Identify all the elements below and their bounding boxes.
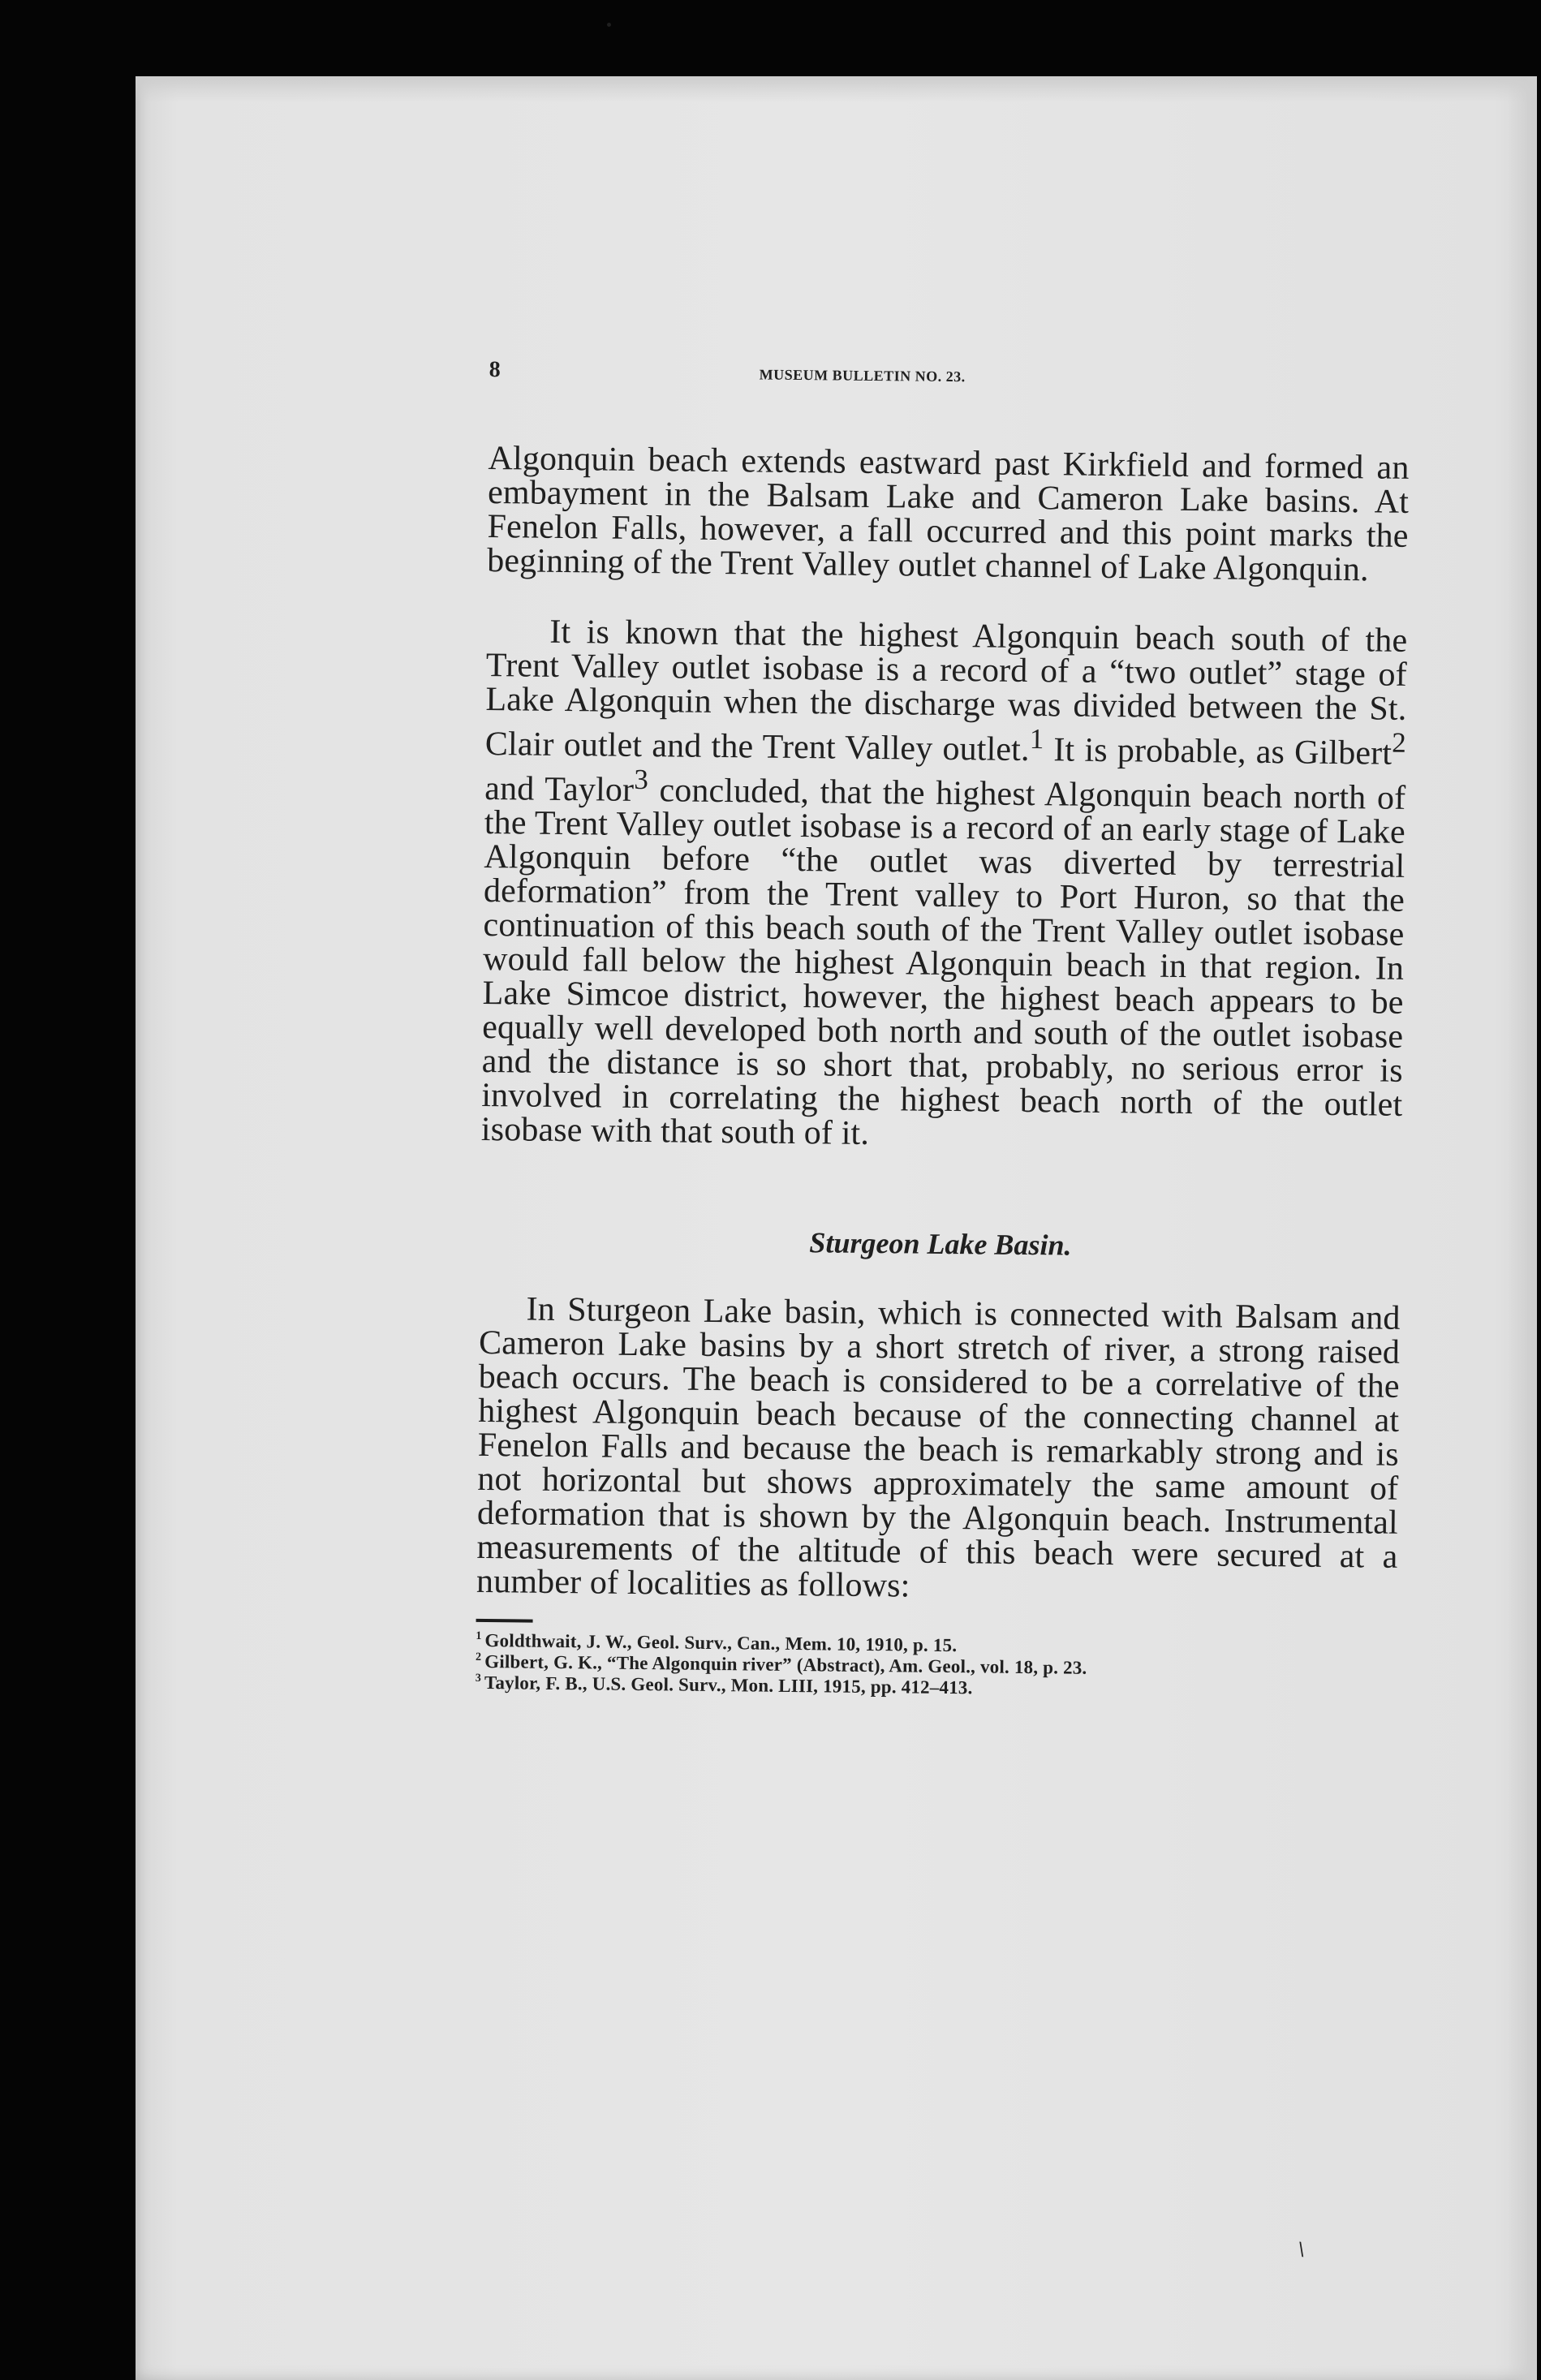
paragraph-text-segment: It is probable, as Gilbert: [1044, 731, 1392, 773]
scan-dust-dot: [607, 23, 611, 27]
algonquin-beach-paragraph: [481, 614, 1408, 1156]
footnote-reference-1: 1: [1029, 722, 1044, 755]
footnote-text: Taylor, F. B., U.S. Geol. Surv., Mon. LIII, 1915, pp. 412–413.: [484, 1672, 973, 1698]
document-page-content: [476, 347, 1410, 1703]
footnote-marker: 2: [476, 1651, 482, 1664]
opening-paragraph: Algonquin beach extends eastward past Kirkfield and formed an embayment in the Balsam Lake and Cameron Lake basins. At Fenelon Falls, however, a fall occurred and this point marks the beginning of the Trent Valley outlet channel of Lake Algonquin.: [487, 439, 1410, 589]
paragraph-text-segment: and Taylor: [484, 769, 635, 809]
paragraph-text-segment: It is known that the highest Algonquin beach south of the Trent Valley outlet isobase is a record of a “two outlet” stage of Lake Algonquin when the discharge was divided between the St. Clair outlet and the Trent Valley outlet.: [484, 613, 1408, 768]
footnotes: [476, 1630, 1397, 1703]
footnote-reference-2: 2: [1392, 726, 1407, 759]
footnote-marker: 3: [475, 1672, 482, 1685]
footnote-reference-3: 3: [634, 763, 649, 796]
section-heading: Sturgeon Lake Basin.: [809, 1226, 1072, 1262]
scan-mark: \: [1297, 2239, 1306, 2261]
footnote-divider: [476, 1619, 533, 1623]
running-head-title: MUSEUM BULLETIN NO. 23.: [759, 366, 966, 385]
page-number: 8: [489, 356, 501, 383]
sturgeon-lake-paragraph: In Sturgeon Lake basin, which is connected with Balsam and Cameron Lake basins by a short stretch of river, a strong raised beach occurs. The beach is considered to be a correlative of the highest Algonquin beach because of the connecting channel at Fenelon Falls and because the beach is remarkably strong and is not horizontal but shows approximately the same amount of deformation that is shown by the Algonquin beach. Instrumental measurements of the altitude of this beach were secured at a number of localities as follows:: [476, 1290, 1401, 1605]
running-header: [489, 347, 1410, 404]
paragraph-text-segment: concluded, that the highest Algonquin beach north of the Trent Valley outlet isobase is a record of an early stage of Lake Algonquin before “the outlet was diverted by terrestrial deformation” from the Trent valley to Port Huron, so that the continuation of this beach south of the Trent Valley outlet isobase would fall below the highest Algonquin beach in that region. In Lake Simcoe district, however, the highest beach appears to be equally well developed both north and south of the outlet isobase and the distance is so short that, probably, no serious error is involved in correlating the highest beach north of the outlet isobase with that south of it.: [480, 772, 1406, 1152]
footnote-marker: 1: [476, 1630, 482, 1643]
footnote-text: Gilbert, G. K., “The Algonquin river” (Abstract), Am. Geol., vol. 18, p. 23.: [484, 1651, 1087, 1678]
footnote-text: Goldthwait, J. W., Geol. Surv., Can., Mem. 10, 1910, p. 15.: [484, 1630, 958, 1656]
